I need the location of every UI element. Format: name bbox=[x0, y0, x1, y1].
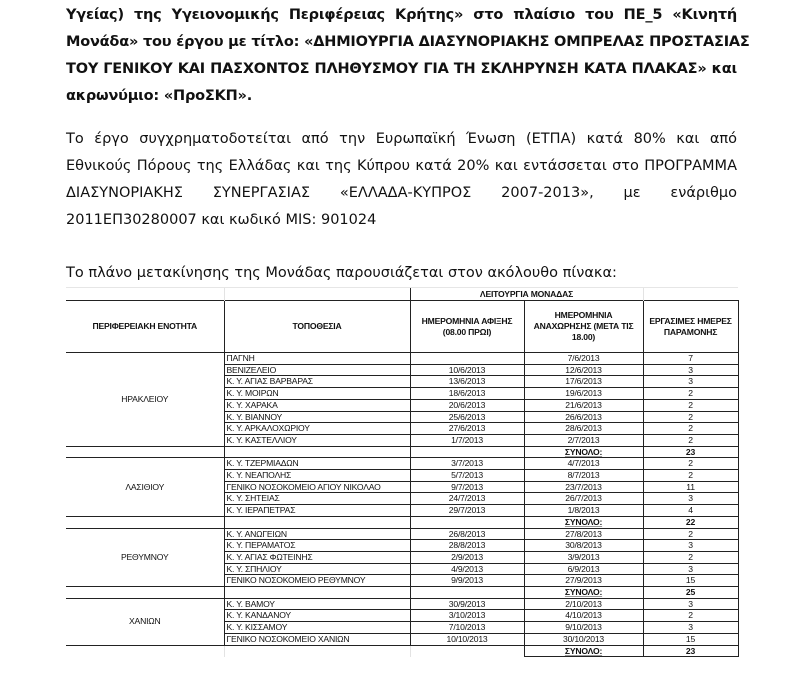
location-cell: Κ. Υ. ΚΑΝΔΑΝΟΥ bbox=[224, 610, 410, 622]
departure-cell: 6/9/2013 bbox=[524, 563, 643, 575]
total-label: ΣΥΝΟΛΟ: bbox=[524, 645, 643, 657]
header-location: ΤΟΠΟΘΕΣΙΑ bbox=[224, 301, 410, 353]
departure-cell: 27/9/2013 bbox=[524, 575, 643, 587]
table-intro: Το πλάνο μετακίνησης της Μονάδας παρουσιάζεται στον ακόλουθο πίνακα: bbox=[66, 265, 617, 281]
days-cell: 15 bbox=[643, 575, 738, 587]
arrival-cell: 24/7/2013 bbox=[410, 493, 524, 505]
header-arrival: ΗΜΕΡΟΜΗΝΙΑ ΑΦΙΞΗΣ (08.00 ΠΡΩΙ) bbox=[410, 301, 524, 353]
total-row bbox=[66, 587, 738, 599]
days-cell: 2 bbox=[643, 411, 738, 423]
total-label: ΣΥΝΟΛΟ: bbox=[524, 446, 643, 458]
total-row bbox=[66, 516, 738, 528]
location-cell: Κ. Υ. ΑΓΙΑΣ ΦΩΤΕΙΝΗΣ bbox=[224, 551, 410, 563]
table-row bbox=[66, 528, 738, 540]
days-cell: 2 bbox=[643, 434, 738, 446]
departure-cell: 27/8/2013 bbox=[524, 528, 643, 540]
arrival-cell: 27/6/2013 bbox=[410, 423, 524, 435]
total-value: 25 bbox=[643, 587, 738, 599]
location-cell: Κ. Υ. ΚΙΣΣΑΜΟΥ bbox=[224, 622, 410, 634]
location-cell: Κ. Υ. ΚΑΣΤΕΛΛΙΟΥ bbox=[224, 434, 410, 446]
location-cell: Κ. Υ. ΠΕΡΑΜΑΤΟΣ bbox=[224, 540, 410, 552]
arrival-cell: 18/6/2013 bbox=[410, 388, 524, 400]
arrival-cell: 5/7/2013 bbox=[410, 470, 524, 482]
departure-cell: 2/10/2013 bbox=[524, 598, 643, 610]
total-label: ΣΥΝΟΛΟ: bbox=[524, 516, 643, 528]
region-cell: ΗΡΑΚΛΕΙΟΥ bbox=[66, 353, 224, 447]
schedule-table-wrapper bbox=[66, 287, 738, 657]
location-cell: Κ. Υ. ΑΡΚΑΛΟΧΩΡΙΟΥ bbox=[224, 423, 410, 435]
arrival-cell: 10/6/2013 bbox=[410, 364, 524, 376]
days-cell: 2 bbox=[643, 458, 738, 470]
departure-cell: 4/7/2013 bbox=[524, 458, 643, 470]
table-row bbox=[66, 353, 738, 365]
departure-cell: 1/8/2013 bbox=[524, 505, 643, 517]
departure-cell: 8/7/2013 bbox=[524, 470, 643, 482]
arrival-cell: 2/9/2013 bbox=[410, 551, 524, 563]
arrival-cell: 26/8/2013 bbox=[410, 528, 524, 540]
days-cell: 11 bbox=[643, 481, 738, 493]
days-cell: 7 bbox=[643, 353, 738, 365]
location-cell: ΠΑΓΝΗ bbox=[224, 353, 410, 365]
days-cell: 2 bbox=[643, 388, 738, 400]
group-header-row bbox=[66, 288, 738, 301]
arrival-cell: 25/6/2013 bbox=[410, 411, 524, 423]
departure-cell: 26/6/2013 bbox=[524, 411, 643, 423]
arrival-cell: 9/7/2013 bbox=[410, 481, 524, 493]
intro-line: Υγείας) της Υγειονομικής Περιφέρειας Κρήτης» στο πλαίσιο του ΠΕ_5 «Κινητή bbox=[66, 7, 737, 23]
departure-cell: 30/8/2013 bbox=[524, 540, 643, 552]
days-cell: 2 bbox=[643, 528, 738, 540]
table-row bbox=[66, 598, 738, 610]
location-cell: Κ. Υ. ΙΕΡΑΠΕΤΡΑΣ bbox=[224, 505, 410, 517]
funding-line: 2011ΕΠ30280007 και κωδικό MIS: 901024 bbox=[66, 212, 377, 228]
days-cell: 2 bbox=[643, 399, 738, 411]
days-cell: 2 bbox=[643, 551, 738, 563]
departure-cell: 4/10/2013 bbox=[524, 610, 643, 622]
location-cell: Κ. Υ. ΒΑΜΟΥ bbox=[224, 598, 410, 610]
total-row bbox=[66, 446, 738, 458]
arrival-cell: 30/9/2013 bbox=[410, 598, 524, 610]
departure-cell: 7/6/2013 bbox=[524, 353, 643, 365]
intro-line: ακρωνύμιο: «ΠροΣΚΠ». bbox=[66, 88, 253, 104]
days-cell: 3 bbox=[643, 563, 738, 575]
departure-cell: 17/6/2013 bbox=[524, 376, 643, 388]
arrival-cell: 1/7/2013 bbox=[410, 434, 524, 446]
days-cell: 15 bbox=[643, 633, 738, 645]
location-cell: Κ. Υ. ΣΠΗΛΙΟΥ bbox=[224, 563, 410, 575]
location-cell: Κ. Υ. ΜΟΙΡΩΝ bbox=[224, 388, 410, 400]
intro-line: Μονάδα» του έργου με τίτλο: «ΔΗΜΙΟΥΡΓΙΑ ΔΙΑΣΥΝΟΡΙΑΚΗΣ ΟΜΠΡΕΛΑΣ ΠΡΟΣΤΑΣΙΑΣ bbox=[66, 34, 750, 50]
arrival-cell: 3/7/2013 bbox=[410, 458, 524, 470]
arrival-cell: 29/7/2013 bbox=[410, 505, 524, 517]
total-value: 23 bbox=[643, 446, 738, 458]
region-cell: ΧΑΝΙΩΝ bbox=[66, 598, 224, 645]
total-value: 22 bbox=[643, 516, 738, 528]
departure-cell: 21/6/2013 bbox=[524, 399, 643, 411]
departure-cell: 2/7/2013 bbox=[524, 434, 643, 446]
arrival-cell: 28/8/2013 bbox=[410, 540, 524, 552]
location-cell: Κ. Υ. ΧΑΡΑΚΑ bbox=[224, 399, 410, 411]
location-cell: ΓΕΝΙΚΟ ΝΟΣΟΚΟΜΕΙΟ ΑΓΙΟΥ ΝΙΚΟΛΑΟ bbox=[224, 481, 410, 493]
days-cell: 3 bbox=[643, 598, 738, 610]
location-cell: Κ. Υ. ΤΖΕΡΜΙΑΔΩΝ bbox=[224, 458, 410, 470]
location-cell: ΒΕΝΙΖΕΛΕΙΟ bbox=[224, 364, 410, 376]
funding-line: Εθνικούς Πόρους της Ελλάδας και της Κύπρου κατά 20% και εντάσσεται στο ΠΡΟΓΡΑΜΜΑ bbox=[66, 158, 737, 174]
header-region: ΠΕΡΙΦΕΡΕΙΑΚΗ ΕΝΟΤΗΤΑ bbox=[66, 301, 224, 353]
column-header-row bbox=[66, 301, 738, 353]
region-cell: ΛΑΣΙΘΙΟΥ bbox=[66, 458, 224, 517]
header-days: ΕΡΓΑΣΙΜΕΣ ΗΜΕΡΕΣ ΠΑΡΑΜΟΝΗΣ bbox=[643, 301, 738, 353]
location-cell: Κ. Υ. ΑΝΩΓΕΙΩΝ bbox=[224, 528, 410, 540]
days-cell: 2 bbox=[643, 610, 738, 622]
arrival-cell: 13/6/2013 bbox=[410, 376, 524, 388]
departure-cell: 12/6/2013 bbox=[524, 364, 643, 376]
location-cell: ΓΕΝΙΚΟ ΝΟΣΟΚΟΜΕΙΟ ΧΑΝΙΩΝ bbox=[224, 633, 410, 645]
departure-cell: 9/10/2013 bbox=[524, 622, 643, 634]
days-cell: 4 bbox=[643, 505, 738, 517]
departure-cell: 19/6/2013 bbox=[524, 388, 643, 400]
arrival-cell: 10/10/2013 bbox=[410, 633, 524, 645]
days-cell: 3 bbox=[643, 540, 738, 552]
location-cell: Κ. Υ. ΑΓΙΑΣ ΒΑΡΒΑΡΑΣ bbox=[224, 376, 410, 388]
days-cell: 3 bbox=[643, 364, 738, 376]
intro-paragraph bbox=[66, 2, 750, 110]
days-cell: 3 bbox=[643, 376, 738, 388]
location-cell: Κ. Υ. ΣΗΤΕΙΑΣ bbox=[224, 493, 410, 505]
schedule-table bbox=[66, 287, 739, 657]
location-cell: ΓΕΝΙΚΟ ΝΟΣΟΚΟΜΕΙΟ ΡΕΘΥΜΝΟΥ bbox=[224, 575, 410, 587]
arrival-cell bbox=[410, 353, 524, 365]
days-cell: 3 bbox=[643, 622, 738, 634]
table-row bbox=[66, 458, 738, 470]
total-row bbox=[66, 645, 738, 657]
departure-cell: 23/7/2013 bbox=[524, 481, 643, 493]
days-cell: 2 bbox=[643, 470, 738, 482]
total-value: 23 bbox=[643, 645, 738, 657]
intro-line: ΤΟΥ ΓΕΝΙΚΟΥ ΚΑΙ ΠΑΣΧΟΝΤΟΣ ΠΛΗΘΥΣΜΟΥ ΓΙΑ ΤΗ ΣΚΛΗΡΥΝΣΗ ΚΑΤΑ ΠΛΑΚΑΣ» και bbox=[66, 61, 737, 77]
total-label: ΣΥΝΟΛΟ: bbox=[524, 587, 643, 599]
group-header: ΛΕΙΤΟΥΡΓΙΑ ΜΟΝΑΔΑΣ bbox=[410, 288, 643, 301]
arrival-cell: 9/9/2013 bbox=[410, 575, 524, 587]
arrival-cell: 4/9/2013 bbox=[410, 563, 524, 575]
departure-cell: 3/9/2013 bbox=[524, 551, 643, 563]
arrival-cell: 3/10/2013 bbox=[410, 610, 524, 622]
departure-cell: 28/6/2013 bbox=[524, 423, 643, 435]
funding-line: Το έργο συγχρηματοδοτείται από την Ευρωπαϊκή Ένωση (ΕΤΠΑ) κατά 80% και από bbox=[66, 131, 737, 147]
departure-cell: 30/10/2013 bbox=[524, 633, 643, 645]
funding-paragraph bbox=[66, 126, 737, 234]
location-cell: Κ. Υ. ΒΙΑΝΝΟΥ bbox=[224, 411, 410, 423]
arrival-cell: 7/10/2013 bbox=[410, 622, 524, 634]
funding-line: ΔΙΑΣΥΝΟΡΙΑΚΗΣ ΣΥΝΕΡΓΑΣΙΑΣ «ΕΛΛΑΔΑ-ΚΥΠΡΟΣ 2007-2013», με ενάριθμο bbox=[66, 185, 737, 201]
days-cell: 3 bbox=[643, 493, 738, 505]
days-cell: 2 bbox=[643, 423, 738, 435]
arrival-cell: 20/6/2013 bbox=[410, 399, 524, 411]
header-departure: ΗΜΕΡΟΜΗΝΙΑ ΑΝΑΧΩΡΗΣΗΣ (ΜΕΤΑ ΤΙΣ 18.00) bbox=[524, 301, 643, 353]
departure-cell: 26/7/2013 bbox=[524, 493, 643, 505]
location-cell: Κ. Υ. ΝΕΑΠΟΛΗΣ bbox=[224, 470, 410, 482]
region-cell: ΡΕΘΥΜΝΟΥ bbox=[66, 528, 224, 587]
